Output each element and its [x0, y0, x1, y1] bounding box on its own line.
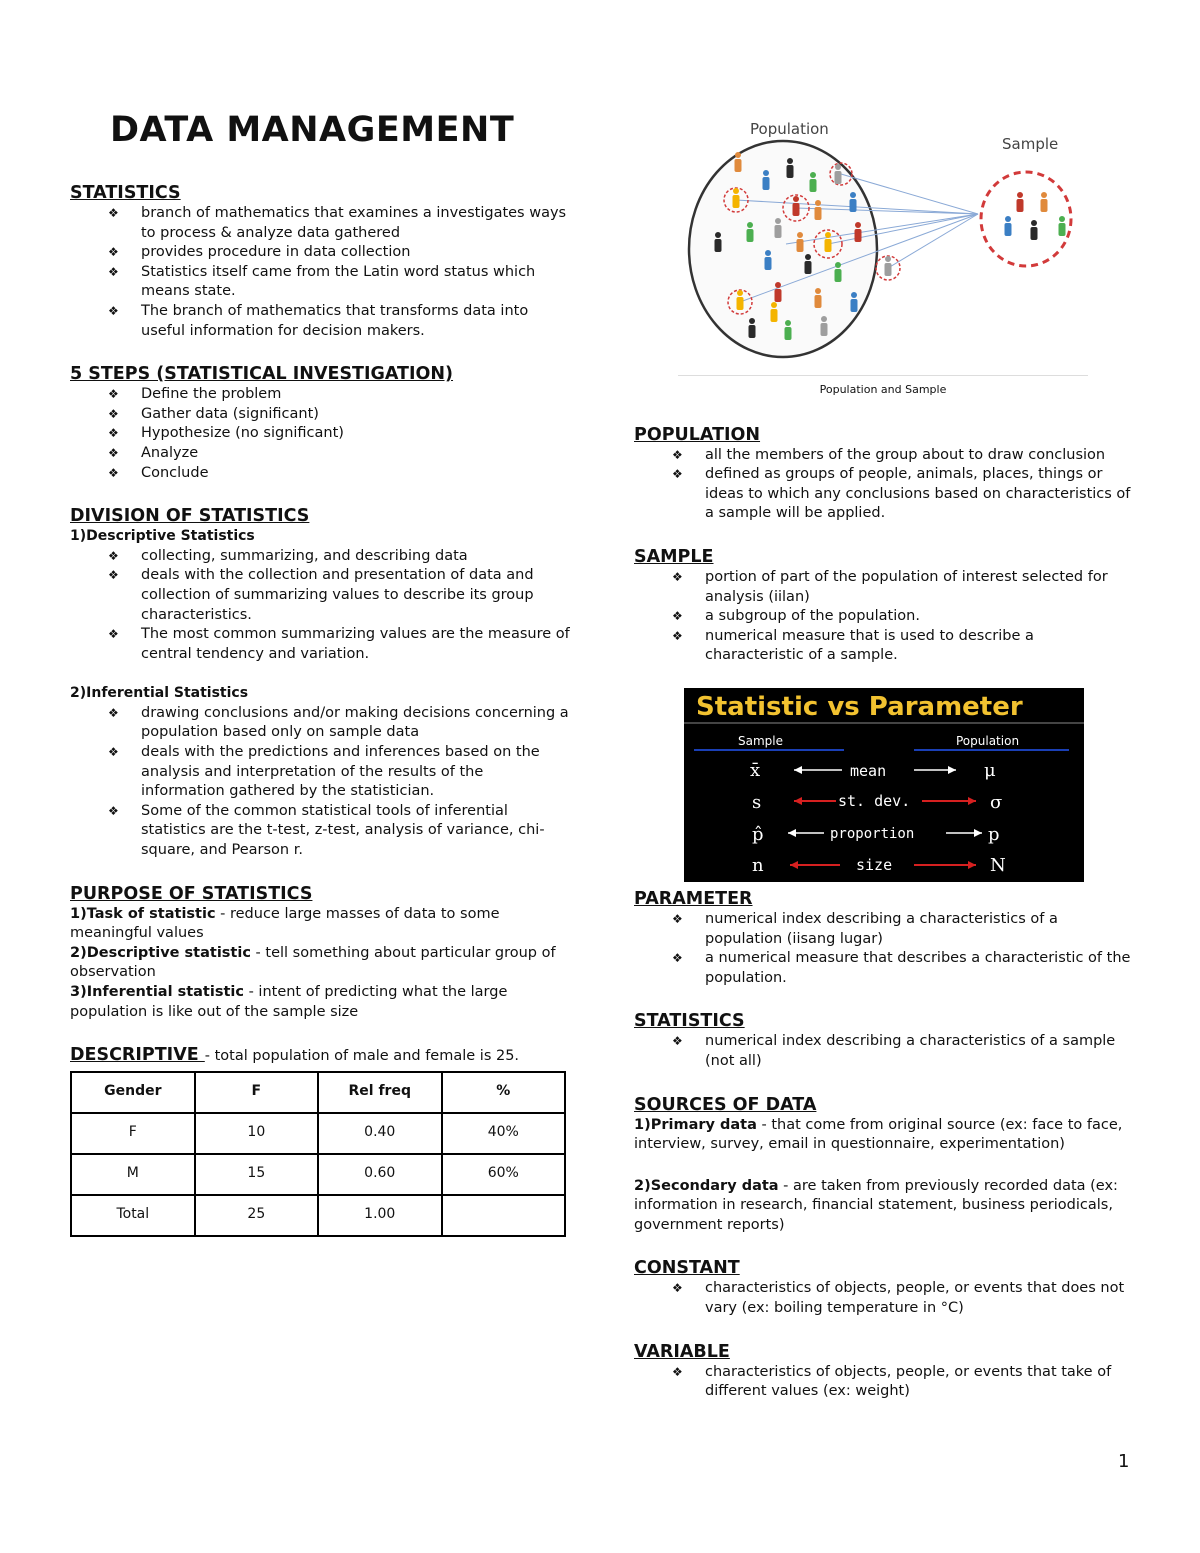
svp-row-left: p̂ [752, 823, 764, 845]
purpose-item [70, 944, 570, 983]
svp-row-right: p [988, 823, 1000, 845]
list-item: ❖ characteristics of objects, people, or events that does not vary (ex: boiling temperature in °C) [634, 1279, 1134, 1318]
primary-label: 1)Primary data [634, 1116, 757, 1133]
steps-section [70, 363, 570, 483]
statistics-section [70, 182, 570, 341]
population-list [634, 446, 1134, 524]
person-icon [805, 254, 812, 274]
list-item: ❖ numerical measure that is used to describe a characteristic of a sample. [634, 627, 1134, 666]
table-cell [442, 1195, 566, 1236]
person-icon [763, 170, 770, 190]
sample-list [634, 568, 1134, 666]
steps-heading: 5 STEPS (STATISTICAL INVESTIGATION) [70, 364, 454, 385]
table-cell: 60% [442, 1154, 566, 1195]
secondary-label: 2)Secondary data [634, 1177, 779, 1194]
svp-row-mid: mean [850, 761, 887, 780]
list-item: ❖ Define the problem [70, 385, 570, 405]
person-icon [775, 282, 782, 302]
population-section [634, 424, 1134, 524]
table-cell: 10 [195, 1113, 318, 1154]
person-icon [735, 152, 742, 172]
person-icon [749, 318, 756, 338]
purpose-item [70, 905, 570, 944]
frequency-table [70, 1071, 566, 1237]
svp-row-left: s [752, 791, 762, 813]
statistics-def-section [634, 1010, 1134, 1071]
person-icon [733, 188, 740, 208]
purpose-text: - reduce large masses of data to some meaningful values [70, 905, 500, 942]
division-section [70, 505, 570, 861]
list-item: ❖ collecting, summarizing, and describing data [70, 547, 570, 567]
population-heading: POPULATION [634, 424, 761, 445]
list-item: ❖ The most common summarizing values are the measure of central tendency and variation. [70, 625, 570, 664]
person-icon [850, 192, 857, 212]
parameter-heading: PARAMETER [634, 888, 753, 909]
descriptive-list [70, 547, 570, 665]
person-icon [1059, 216, 1066, 236]
table-cell: F [71, 1113, 195, 1154]
list-item: ❖ Analyze [70, 444, 570, 464]
svp-row-left: n [752, 854, 764, 876]
svp-row-mid: proportion [830, 825, 915, 842]
left-column [70, 108, 570, 1237]
purpose-label: 2)Descriptive statistic [70, 944, 251, 961]
purpose-heading: PURPOSE OF STATISTICS [70, 883, 313, 904]
sample-label: Sample [1002, 135, 1059, 153]
person-icon [797, 232, 804, 252]
page-title: DATA MANAGEMENT [110, 110, 515, 150]
person-icon [747, 222, 754, 242]
person-icon [793, 196, 800, 216]
person-icon [775, 218, 782, 238]
table-row [71, 1195, 565, 1236]
list-item: ❖ provides procedure in data collection [70, 243, 570, 263]
person-icon [815, 200, 822, 220]
list-item: ❖ a numerical measure that describes a characteristic of the population. [634, 949, 1134, 988]
purpose-text: - intent of predicting what the large population is like out of the sample size [70, 984, 508, 1020]
inferential-label: 2)Inferential Statistics [70, 685, 249, 702]
list-item: ❖ numerical index describing a characteristics of a population (iisang lugar) [634, 910, 1134, 949]
svp-row-right: N [990, 854, 1006, 876]
table-header-cell: Rel freq [318, 1072, 441, 1113]
constant-heading: CONSTANT [634, 1258, 740, 1279]
person-icon [851, 292, 858, 312]
person-icon [825, 232, 832, 252]
variable-list [634, 1363, 1134, 1402]
secondary-data [634, 1177, 1134, 1236]
constant-list [634, 1279, 1134, 1318]
primary-data [634, 1116, 1134, 1155]
parameter-section [634, 888, 1134, 988]
person-icon [1017, 192, 1024, 212]
figure-caption: Population and Sample [819, 383, 947, 396]
table-cell: M [71, 1154, 195, 1195]
page-number: 1 [1118, 1451, 1130, 1472]
purpose-section [70, 883, 570, 1023]
statistics-list [70, 204, 570, 341]
table-cell: 25 [195, 1195, 318, 1236]
person-icon [821, 316, 828, 336]
descriptive-note: - total population of male and female is 25. [204, 1048, 520, 1065]
statistics-heading: STATISTICS [70, 183, 181, 203]
purpose-label: 3)Inferential statistic [70, 984, 244, 1000]
svp-population-col: Population [956, 733, 1020, 748]
table-row [71, 1154, 565, 1195]
table-header-cell: F [195, 1072, 318, 1113]
svp-row-left: x̄ [750, 759, 761, 781]
sample-circle [981, 172, 1071, 266]
descriptive-heading: DESCRIPTIVE [70, 1045, 205, 1066]
list-item: ❖ Hypothesize (no significant) [70, 424, 570, 444]
list-item: ❖ branch of mathematics that examines a investigates ways to process & analyze data gathered [70, 204, 570, 243]
secondary-text: - are taken from previously recorded data (ex: information in research, financial statement, business periodicals, government reports) [634, 1177, 1118, 1233]
statistics-def-heading: STATISTICS [634, 1011, 745, 1032]
steps-list [70, 385, 570, 483]
table-cell: 0.40 [318, 1113, 441, 1154]
list-item: ❖ drawing conclusions and/or making decisions concerning a population based only on sample data [70, 704, 570, 743]
list-item: ❖ defined as groups of people, animals, places, things or ideas to which any conclusions based on characteristics of a sample will be applied. [634, 465, 1134, 524]
person-icon [765, 250, 772, 270]
svp-title: Statistic vs Parameter [696, 691, 1023, 722]
list-item: ❖ portion of part of the population of interest selected for analysis (iilan) [634, 568, 1134, 607]
person-icon [815, 288, 822, 308]
sample-heading: SAMPLE [634, 546, 714, 567]
list-item: ❖ Some of the common statistical tools of inferential statistics are the t-test, z-test, analysis of variance, chi-square, and Pearson r. [70, 802, 570, 861]
parameter-list [634, 910, 1134, 988]
variable-section [634, 1341, 1134, 1402]
purpose-text: - tell something about particular group of observation [70, 944, 556, 981]
table-cell: 40% [442, 1113, 566, 1154]
population-label: Population [750, 120, 829, 138]
table-cell: 15 [195, 1154, 318, 1195]
list-item: ❖ deals with the predictions and inferences based on the analysis and interpretation of the results of the information gathered by the statistician. [70, 743, 570, 802]
table-cell: 0.60 [318, 1154, 441, 1195]
person-icon [835, 164, 842, 184]
person-icon [835, 262, 842, 282]
division-heading: DIVISION OF STATISTICS [70, 506, 310, 527]
person-icon [771, 302, 778, 322]
person-icon [1041, 192, 1048, 212]
person-icon [715, 232, 722, 252]
constant-section [634, 1257, 1134, 1318]
svp-sample-col: Sample [738, 733, 783, 748]
svp-row-mid: size [856, 855, 893, 874]
list-item: ❖ characteristics of objects, people, or events that take of different values (ex: weight) [634, 1363, 1134, 1402]
table-row [71, 1113, 565, 1154]
variable-heading: VARIABLE [634, 1341, 730, 1362]
list-item: ❖ numerical index describing a characteristics of a sample (not all) [634, 1032, 1134, 1071]
sources-section [634, 1094, 1134, 1236]
sample-section [634, 546, 1134, 666]
descriptive-section [70, 1044, 570, 1237]
population-sample-figure [678, 104, 1088, 376]
svp-row-right: μ [984, 759, 996, 781]
statistic-vs-parameter-image [684, 688, 1084, 882]
person-icon [885, 256, 892, 276]
statistic-vs-parameter-graphic [684, 688, 1084, 882]
svp-row-right: σ [990, 791, 1003, 813]
list-item: ❖ The branch of mathematics that transforms data into useful information for decision makers. [70, 302, 570, 341]
right-column [634, 104, 1134, 1424]
person-icon [785, 320, 792, 340]
person-icon [810, 172, 817, 192]
inferential-list [70, 704, 570, 861]
table-header-cell: Gender [71, 1072, 195, 1113]
statistics-def-list [634, 1032, 1134, 1071]
table-cell: Total [71, 1195, 195, 1236]
list-item: ❖ Conclude [70, 464, 570, 484]
purpose-label: 1)Task of statistic [70, 905, 216, 922]
list-item: ❖ a subgroup of the population. [634, 607, 1134, 627]
table-header-row [71, 1072, 565, 1113]
table-cell: 1.00 [318, 1195, 441, 1236]
list-item: ❖ deals with the collection and presentation of data and collection of summarizing values to describe its group characteristics. [70, 566, 570, 625]
list-item: ❖ Gather data (significant) [70, 405, 570, 425]
list-item: ❖ all the members of the group about to draw conclusion [634, 446, 1134, 466]
descriptive-label: 1)Descriptive Statistics [70, 528, 255, 545]
person-icon [855, 222, 862, 242]
person-icon [1031, 220, 1038, 240]
person-icon [1005, 216, 1012, 236]
sources-heading: SOURCES OF DATA [634, 1094, 817, 1115]
svp-row-mid: st. dev. [838, 791, 911, 810]
population-sample-diagram [678, 104, 1088, 376]
person-icon [787, 158, 794, 178]
list-item: ❖ Statistics itself came from the Latin word status which means state. [70, 263, 570, 302]
primary-text: - that come from original source (ex: face to face, interview, survey, email in questionnaire, experimentation) [634, 1116, 1123, 1153]
purpose-item [70, 983, 570, 1022]
table-header-cell: % [442, 1072, 566, 1113]
person-icon [737, 290, 744, 310]
